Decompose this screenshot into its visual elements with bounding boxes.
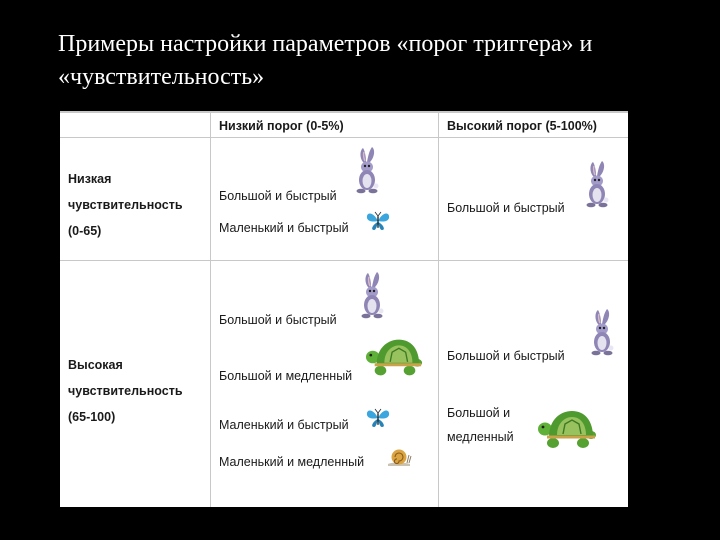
cell-text: Маленький и быстрый	[219, 221, 349, 235]
row-label-line: (0-65)	[68, 224, 102, 238]
row-label-high-sensitivity	[68, 352, 183, 430]
snail-icon	[386, 447, 412, 467]
row-label-line: Высокая	[68, 358, 123, 372]
header-high-threshold: Высокий порог (5-100%)	[447, 119, 597, 133]
row-label-line: Низкая	[68, 172, 112, 186]
parameters-table	[60, 111, 628, 507]
turtle-icon	[365, 335, 425, 379]
grid-line-col-1	[210, 111, 211, 507]
butterfly-icon	[365, 407, 391, 429]
grid-line-row-divider	[60, 260, 628, 261]
row-label-line: чувствительность	[68, 384, 183, 398]
cell-text: Большой и быстрый	[447, 349, 565, 363]
slide-title: Примеры настройки параметров «порог триггера» и «чувствительность»	[58, 31, 593, 90]
grid-line-col-2	[438, 111, 439, 507]
rabbit-icon	[582, 156, 612, 212]
cell-text: Большой и медленный	[219, 369, 353, 383]
cell-text: Большой и	[447, 406, 511, 420]
cell-text: Маленький и быстрый	[219, 418, 349, 432]
rabbit-icon	[357, 266, 387, 324]
cell-text: Большой и быстрый	[219, 313, 337, 327]
cell-text: Большой и быстрый	[447, 201, 565, 215]
cell-text: Маленький и медленный	[219, 455, 365, 469]
turtle-icon	[537, 407, 599, 451]
rabbit-icon	[352, 144, 382, 196]
header-low-threshold: Низкий порог (0-5%)	[219, 119, 344, 133]
cell-text: Большой и быстрый	[219, 189, 337, 203]
rabbit-icon	[587, 303, 617, 361]
butterfly-icon	[365, 210, 391, 232]
grid-line-top	[60, 111, 628, 113]
grid-line-header	[60, 137, 628, 138]
row-label-low-sensitivity	[68, 166, 183, 244]
cell-text: медленный	[447, 430, 514, 444]
row-label-line: чувствительность	[68, 198, 183, 212]
row-label-line: (65-100)	[68, 410, 116, 424]
